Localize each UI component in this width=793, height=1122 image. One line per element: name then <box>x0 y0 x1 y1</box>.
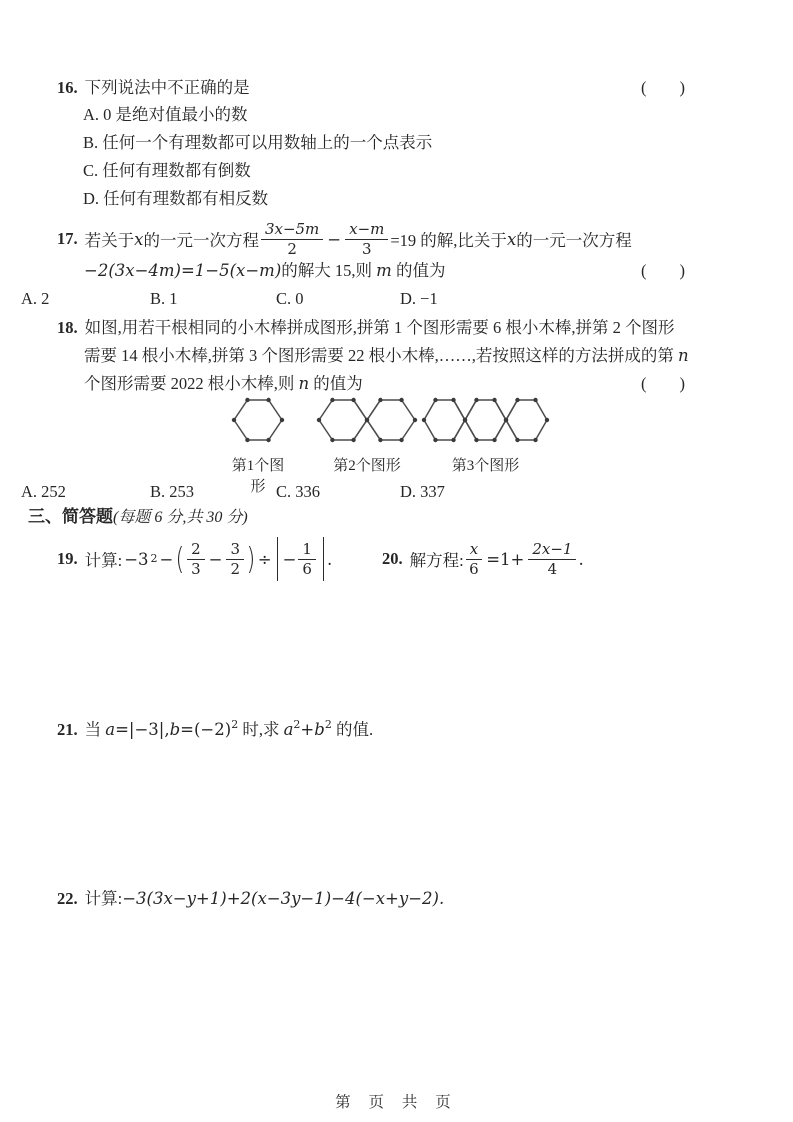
q21-text: 的值. <box>331 720 374 739</box>
period: . <box>578 549 584 569</box>
q21-row <box>57 720 373 741</box>
q18-option-a: A. 252 <box>21 482 66 501</box>
q21-var-a: a <box>283 720 294 739</box>
figure-2-block <box>314 396 420 475</box>
hexagon-figure-1 <box>231 396 285 444</box>
q17-option-d: D. −1 <box>400 289 438 308</box>
q21-exponent: 2 <box>293 718 301 731</box>
q17-options-row <box>0 289 793 311</box>
section-3-points: (每题 6 分,共 30 分) <box>113 509 248 526</box>
hexagon-figure-3 <box>421 396 550 444</box>
minus-sign: − <box>327 229 342 249</box>
q21-var-a: a <box>105 720 116 739</box>
q18-answer-bracket: ( ) <box>641 374 685 393</box>
q19-fraction-2: $\frac{3}{2}$ <box>226 541 244 577</box>
q17-fraction-1: $\frac{3x-5m}{2}$ <box>261 221 323 257</box>
q18-var-n: n <box>678 346 689 365</box>
q17-stem-line2 <box>84 261 445 282</box>
q20-label: 解方程: <box>409 551 464 570</box>
q17-text: 的值为 <box>391 261 446 280</box>
figure-3-block <box>419 396 552 475</box>
q19-fraction-3: $\frac{1}{6}$ <box>298 541 316 577</box>
q17-option-b: B. 1 <box>150 289 178 308</box>
q17-equation: −2(3x−4m)=1−5(x−m) <box>84 261 282 280</box>
figure-3-label: 第3个图形 <box>451 458 520 474</box>
q18-stem-line2 <box>84 346 689 367</box>
q17-text: 的解大 15,则 <box>281 261 377 280</box>
q20-number: 20. <box>382 549 403 568</box>
q17-stem-line1 <box>57 216 632 262</box>
q20-fraction-2: $\frac{2x-1}{4}$ <box>528 541 576 577</box>
minus-sign: − <box>159 549 174 569</box>
q16-option-d: D. 任何有理数都有相反数 <box>83 189 269 208</box>
q17-number: 17. <box>57 229 78 248</box>
q20-row <box>382 530 584 588</box>
left-paren: ( <box>175 541 185 577</box>
q18-text: 如图,用若干根相同的小木棒拼成图形,拼第 1 个图形需要 6 根小木棒,拼第 2 个图形 <box>84 318 675 337</box>
q20-middle: =1+ <box>486 549 525 569</box>
q21-text: 时,求 <box>238 720 284 739</box>
q17-option-c: C. 0 <box>276 289 304 308</box>
q18-option-c: C. 336 <box>276 482 321 501</box>
section-3-title: 三、简答题 <box>28 507 113 526</box>
q17-text: 的一元一次方程 <box>143 231 259 250</box>
q19-term: −3 <box>124 549 149 569</box>
hexagon-figure-2 <box>316 396 418 444</box>
q21-var-b: b <box>314 720 325 739</box>
q16-option-a: A. 0 是绝对值最小的数 <box>83 105 248 124</box>
q22-expression: −3(3x−y+1)+2(x−3y−1)−4(−x+y−2). <box>122 889 445 908</box>
q18-text: 个图形需要 2022 根小木棒,则 <box>84 374 299 393</box>
q18-number: 18. <box>57 318 78 337</box>
q19-fraction-1: $\frac{2}{3}$ <box>187 541 205 577</box>
minus-sign: − <box>208 549 223 569</box>
q16-stem-row <box>57 78 250 99</box>
q17-text: 的一元一次方程 <box>516 231 632 250</box>
q22-label: 计算: <box>84 889 123 908</box>
q18-option-d: D. 337 <box>400 482 445 501</box>
q21-var-b: b <box>169 720 181 739</box>
q20-fraction-1: $\frac{x}{6}$ <box>466 541 482 577</box>
q16-option-b: B. 任何一个有理数都可以用数轴上的一个点表示 <box>83 133 433 152</box>
q19-row: 19. 计算: −3 2 − ( $\frac{2}{3}$ − $\frac{3}{2}$ ) ÷ − $\frac{1}{6}$ . <box>57 530 332 588</box>
q17-option-a: A. 2 <box>21 289 50 308</box>
q16-stem: 下列说法中不正确的是 <box>84 78 250 97</box>
q21-exponent: 2 <box>231 718 239 731</box>
q17-var-x: x <box>134 229 144 249</box>
q18-stem-line1 <box>57 318 675 339</box>
q18-var-n: n <box>298 374 310 393</box>
q17-answer-bracket: ( ) <box>641 261 685 280</box>
figure-2-label: 第2个图形 <box>333 458 401 474</box>
q21-math: =(−2) <box>180 720 232 739</box>
figure-1-block <box>229 396 287 496</box>
q17-var-x: x <box>506 229 517 249</box>
plus-sign: + <box>300 720 315 739</box>
q21-exponent: 2 <box>324 718 332 731</box>
period: . <box>326 549 333 569</box>
q18-stem-line3 <box>84 374 363 395</box>
q16-number: 16. <box>57 78 78 97</box>
division-sign: ÷ <box>257 549 272 569</box>
section-3-header <box>28 506 248 528</box>
q17-text: =19 的解,比关于 <box>390 231 507 250</box>
right-paren: ) <box>246 541 256 577</box>
figure-1-label: 第1个图形 <box>231 458 285 495</box>
q18-text: 的值为 <box>309 374 363 393</box>
minus-sign: − <box>282 549 297 569</box>
q19-label: 计算: <box>84 551 123 570</box>
q19-absolute-value <box>277 537 324 581</box>
q21-text: 当 <box>84 720 106 739</box>
page-footer: 第 页 共 页 <box>335 1094 458 1111</box>
q21-math: =|−3|, <box>115 720 170 739</box>
q18-text: 需要 14 根小木棒,拼第 3 个图形需要 22 根小木棒,……,若按照这样的方法拼成的第 <box>84 346 678 365</box>
q17-fraction-2: $\frac{x-m}{3}$ <box>345 221 388 257</box>
q21-number: 21. <box>57 720 78 739</box>
q18-option-b: B. 253 <box>150 482 195 501</box>
q22-number: 22. <box>57 889 78 908</box>
q17-text: 若关于 <box>84 231 135 250</box>
q17-var-m: m <box>376 261 392 280</box>
q16-option-c: C. 任何有理数都有倒数 <box>83 161 251 180</box>
q16-answer-bracket: ( ) <box>641 78 685 97</box>
q22-row <box>57 889 444 910</box>
q18-options-row <box>0 482 793 504</box>
q19-number: 19. <box>57 549 78 568</box>
